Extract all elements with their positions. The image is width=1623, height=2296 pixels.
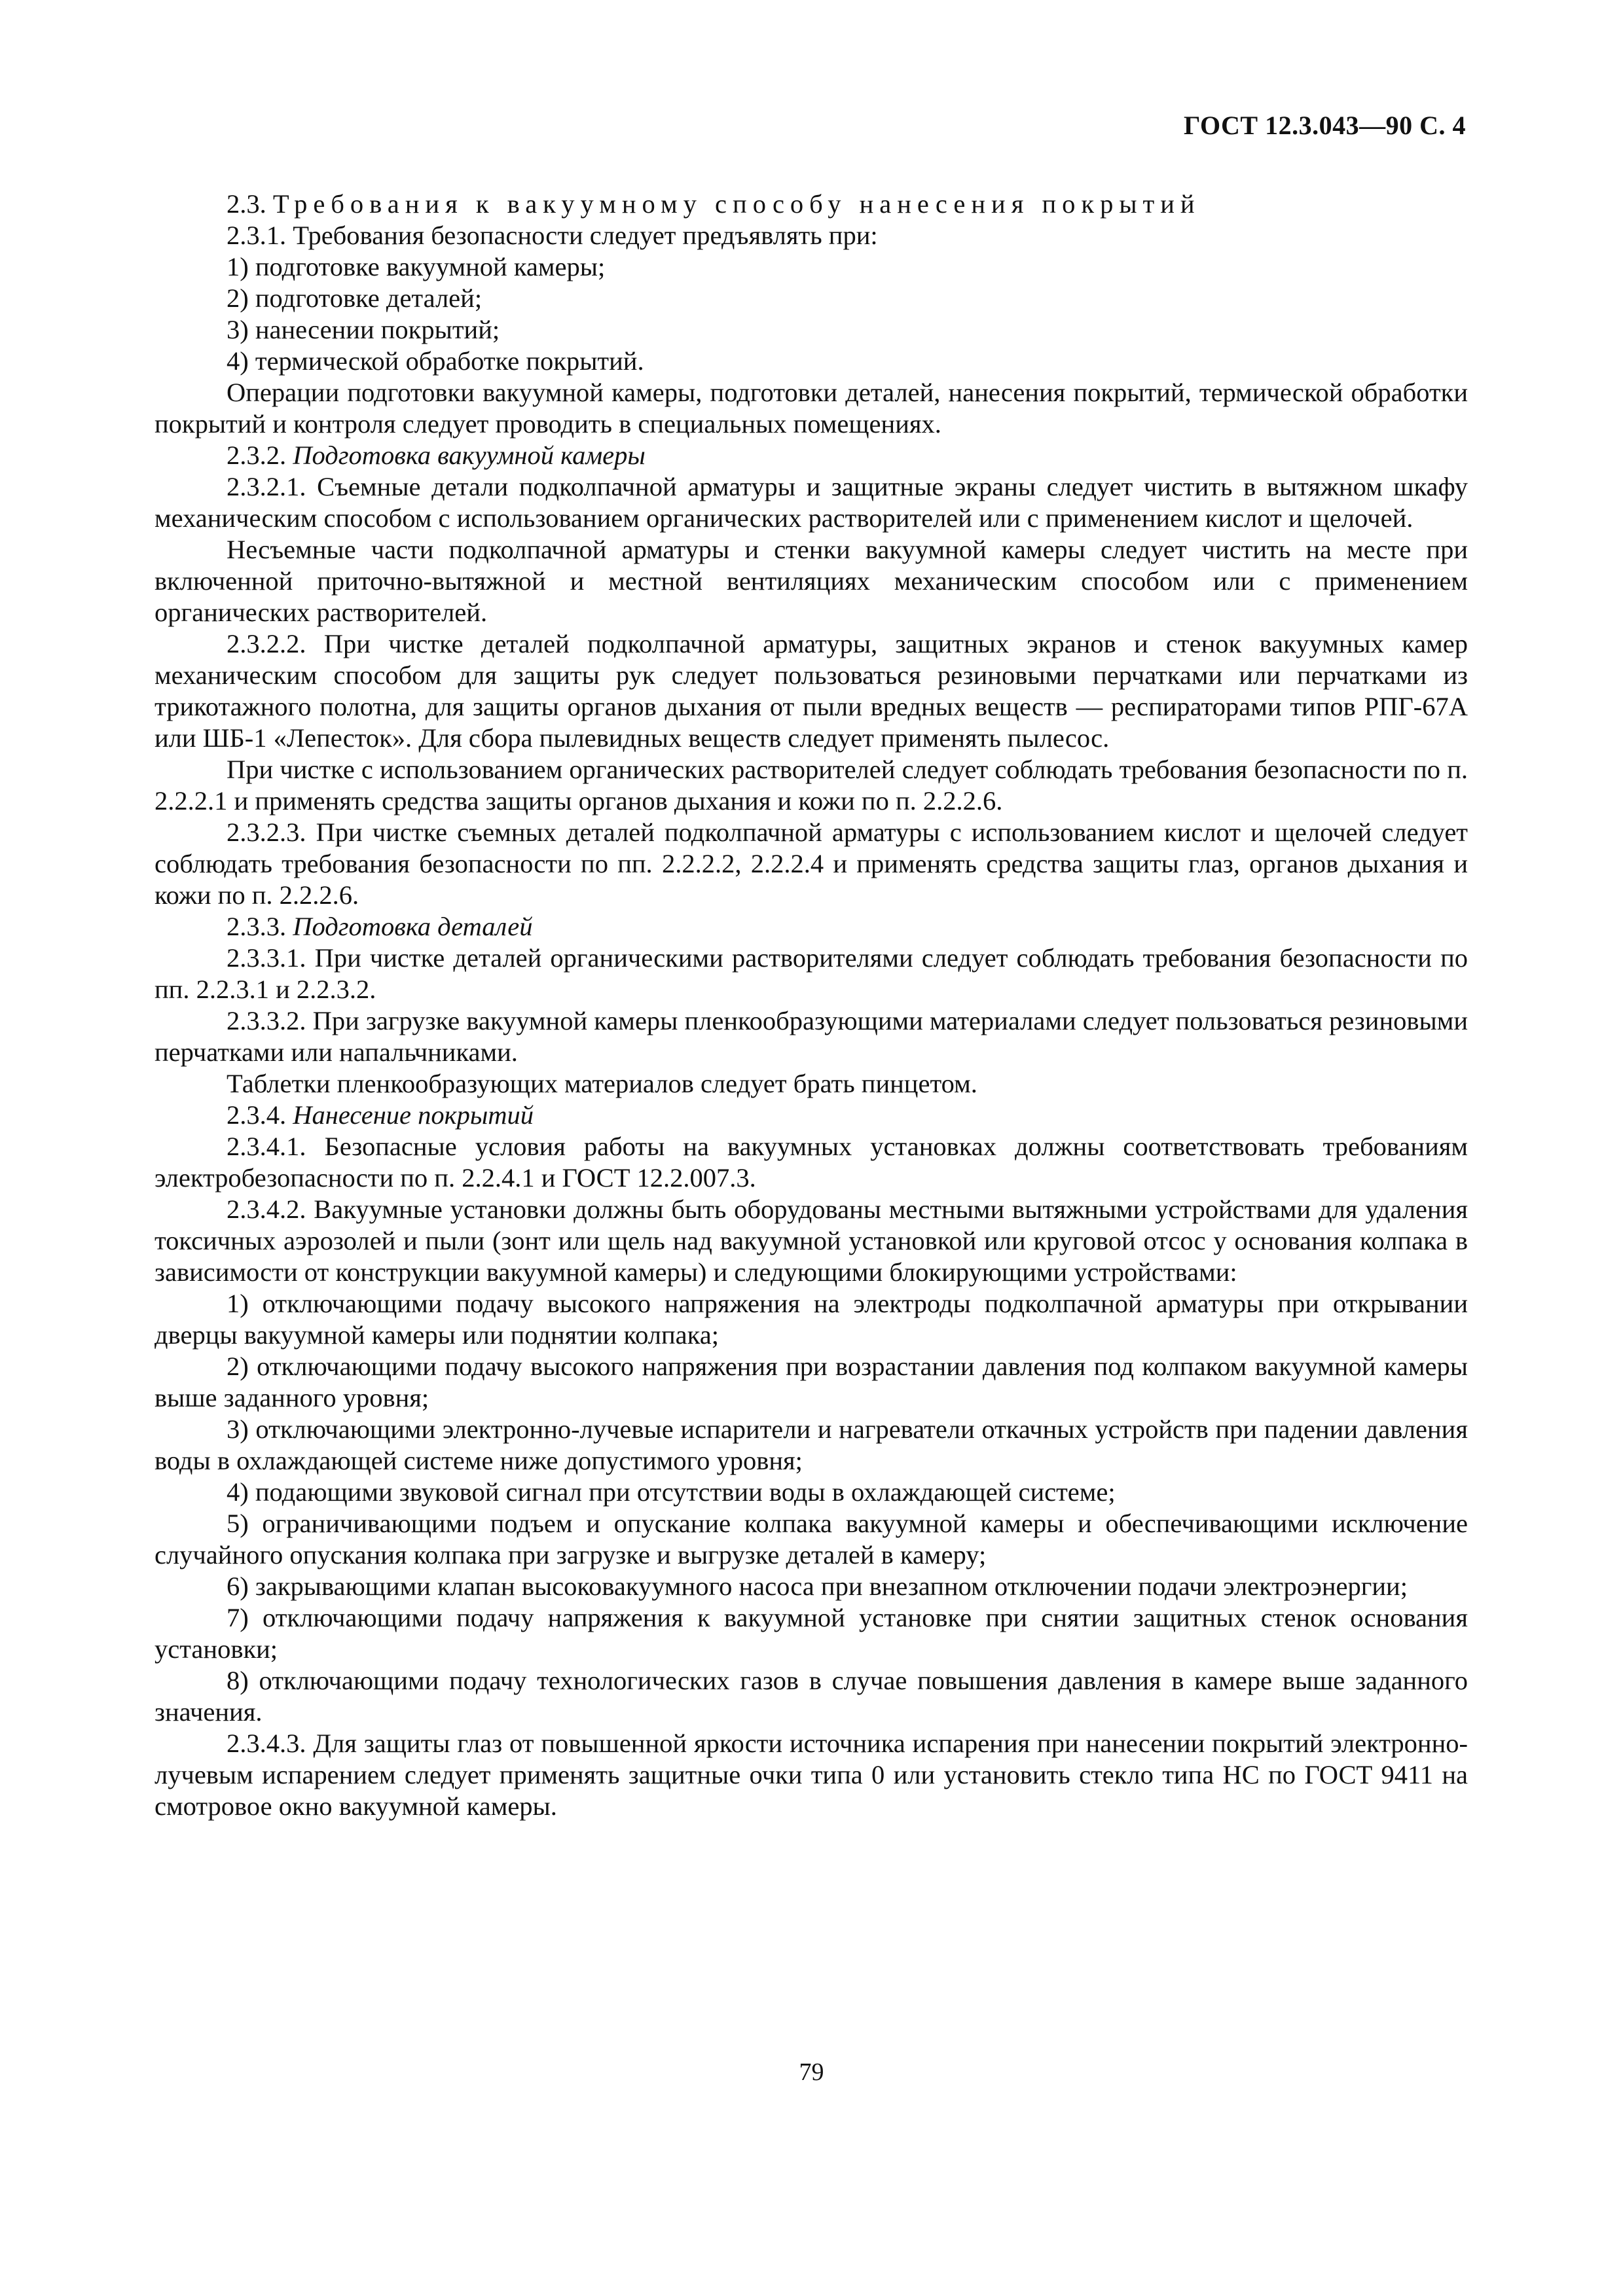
list-item: 3) отключающими электронно-лучевые испарители и нагреватели откачных устройств при падении давления воды в охлаждающей системе ниже допустимого уровня; <box>155 1414 1468 1475</box>
clause-2-3-4-1 <box>155 1131 1468 1194</box>
list-item: 1) подготовке вакуумной камеры; <box>227 252 606 281</box>
section-heading-2-3 <box>155 188 1468 220</box>
subsection-heading-2-3-2 <box>155 440 1468 471</box>
clause-number: 2.3.4.3. <box>227 1729 306 1758</box>
clause-2-3-2-1 <box>155 471 1468 534</box>
clause-number: 2.3.1. <box>227 221 287 250</box>
clause-2-3-4-2 <box>155 1194 1468 1288</box>
subsection-title: Подготовка вакуумной камеры <box>293 440 646 470</box>
page-header: ГОСТ 12.3.043—90 С. 4 <box>1183 111 1466 140</box>
list-item: 2) отключающими подачу высокого напряжения при возрастании давления под колпаком вакуумной камеры выше заданного уровня; <box>155 1352 1468 1412</box>
list-item: 4) подающими звуковой сигнал при отсутствии воды в охлаждающей системе; <box>227 1477 1116 1507</box>
clause-number: 2.3.4.2. <box>227 1194 306 1224</box>
subsection-number: 2.3.3. <box>227 912 287 941</box>
subsection-title: Подготовка деталей <box>293 912 533 941</box>
subsection-number: 2.3.4. <box>227 1100 287 1130</box>
document-body <box>155 188 1468 1822</box>
clause-2-3-4-3 <box>155 1728 1468 1822</box>
clause-2-3-3-1 <box>155 942 1468 1005</box>
clause-text: Безопасные условия работы на вакуумных установках должны соответствовать требованиям электробезопасности по п. 2.2.4.1 и ГОСТ 12.2.007.3. <box>155 1132 1468 1193</box>
clause-number: 2.3.3.1. <box>227 943 306 973</box>
paragraph: Операции подготовки вакуумной камеры, подготовки деталей, нанесения покрытий, термической обработки покрытий и контроля следует проводить в специальных помещениях. <box>155 378 1468 439</box>
list-item: 6) закрывающими клапан высоковакуумного насоса при внезапном отключении подачи электроэнергии; <box>227 1571 1408 1601</box>
subsection-heading-2-3-3 <box>155 911 1468 942</box>
clause-2-3-1 <box>155 220 1468 251</box>
subsection-number: 2.3.2. <box>227 440 287 470</box>
section-number: 2.3. <box>227 189 266 219</box>
clause-text: При чистке съемных деталей подколпачной арматуры с использованием кислот и щелочей следует соблюдать требования безопасности по пп. 2.2.2.2, 2.2.2.4 и применять средства защиты глаз, органов дыхания и кожи по п. 2.2.2.6. <box>155 817 1468 910</box>
paragraph: При чистке с использованием органических растворителей следует соблюдать требования безопасности по п. 2.2.2.1 и применять средства защиты органов дыхания и кожи по п. 2.2.2.6. <box>155 755 1468 816</box>
clause-text: Съемные детали подколпачной арматуры и защитные экраны следует чистить в вытяжном шкафу механическим способом с использованием органических растворителей или с применением кислот и щелочей. <box>155 472 1468 533</box>
clause-text: Вакуумные установки должны быть оборудованы местными вытяжными устройствами для удаления токсичных аэрозолей и пыли (зонт или щель над вакуумной установкой или круговой отсос у основания колпака в зависимости от конструкции вакуумной камеры) и следующими блокирующими устройствами: <box>155 1194 1468 1287</box>
list-item: 3) нанесении покрытий; <box>227 315 500 344</box>
clause-text: При загрузке вакуумной камеры пленкообразующими материалами следует пользоваться резиновыми перчатками или напальчниками. <box>155 1006 1468 1067</box>
list-item: 1) отключающими подачу высокого напряжения на электроды подколпачной арматуры при открывании дверцы вакуумной камеры или поднятии колпака; <box>155 1289 1468 1350</box>
clause-2-3-2-3 <box>155 817 1468 911</box>
clause-2-3-3-2 <box>155 1005 1468 1068</box>
clause-text: При чистке деталей органическими растворителями следует соблюдать требования безопасности по пп. 2.2.3.1 и 2.2.3.2. <box>155 943 1468 1004</box>
subsection-heading-2-3-4 <box>155 1100 1468 1131</box>
clause-text: Для защиты глаз от повышенной яркости источника испарения при нанесении покрытий электронно-лучевым испарением следует применять защитные очки типа 0 или установить стекло типа НС по ГОСТ 9411 на смотровое окно вакуумной камеры. <box>155 1729 1468 1821</box>
section-title: Требования к вакуумному способу нанесения покрытий <box>272 189 1201 219</box>
paragraph: Несъемные части подколпачной арматуры и стенки вакуумной камеры следует чистить на месте при включенной приточно-вытяжной и местной вентиляциях механическим способом или с применением органических растворителей. <box>155 535 1468 627</box>
subsection-title: Нанесение покрытий <box>293 1100 534 1130</box>
paragraph: Таблетки пленкообразующих материалов следует брать пинцетом. <box>227 1069 977 1098</box>
list-item: 7) отключающими подачу напряжения к вакуумной установке при снятии защитных стенок основания установки; <box>155 1603 1468 1664</box>
clause-text: Требования безопасности следует предъявлять при: <box>293 221 878 250</box>
clause-number: 2.3.2.1. <box>227 472 306 501</box>
list-item: 5) ограничивающими подъем и опускание колпака вакуумной камеры и обеспечивающими исключение случайного опускания колпака при загрузке и выгрузке деталей в камеру; <box>155 1509 1468 1570</box>
list-item: 2) подготовке деталей; <box>227 283 483 313</box>
clause-text: При чистке деталей подколпачной арматуры, защитных экранов и стенок вакуумных камер механическим способом для защиты рук следует пользоваться резиновыми перчатками или перчатками из трикотажного полотна, для защиты органов дыхания от пыли вредных веществ — респираторами типов РПГ-67А или ШБ-1 «Лепесток». Для сбора пылевидных веществ следует применять пылесос. <box>155 629 1468 753</box>
clause-number: 2.3.3.2. <box>227 1006 306 1035</box>
clause-number: 2.3.4.1. <box>227 1132 306 1161</box>
clause-number: 2.3.2.2. <box>227 629 306 658</box>
list-item: 8) отключающими подачу технологических газов в случае повышения давления в камере выше заданного значения. <box>155 1666 1468 1727</box>
page-number: 79 <box>799 2058 824 2086</box>
list-item: 4) термической обработке покрытий. <box>227 346 644 376</box>
clause-number: 2.3.2.3. <box>227 817 306 847</box>
clause-2-3-2-2 <box>155 628 1468 754</box>
